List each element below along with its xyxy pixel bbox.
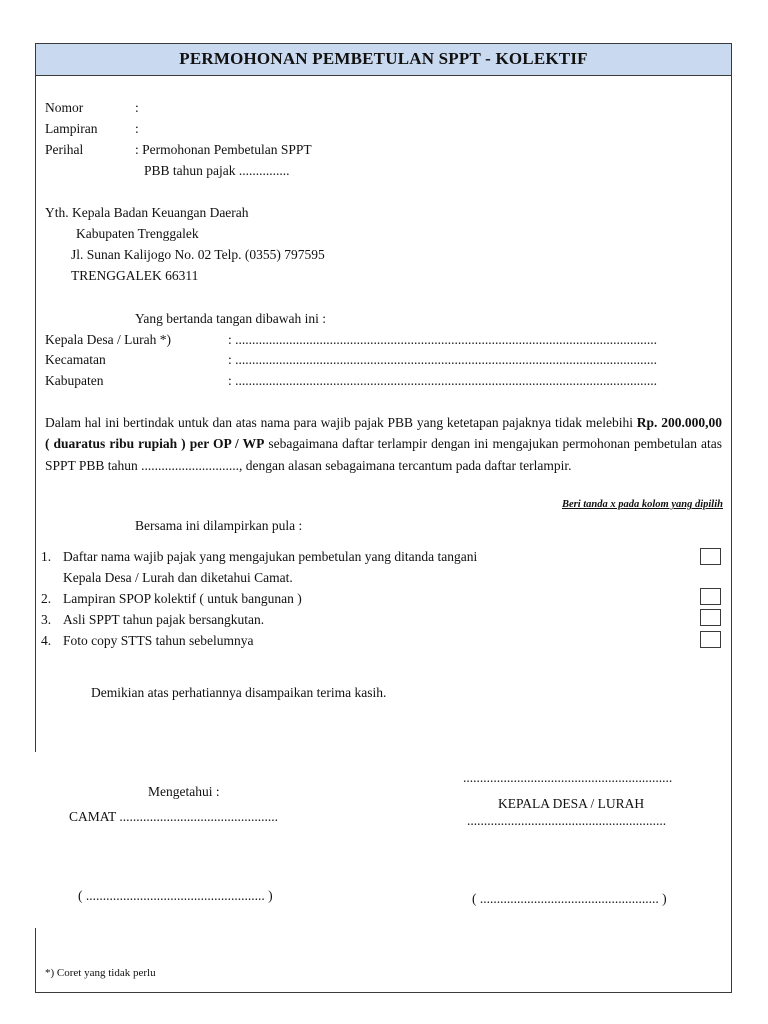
body-text-1: Dalam hal ini bertindak untuk dan atas nama para wajib pajak PBB yang ketetapan pajaknya tidak melebihi bbox=[45, 415, 637, 430]
lampiran-colon: : bbox=[135, 121, 139, 136]
bottom-border bbox=[35, 992, 732, 993]
field-value-kecamatan[interactable]: : ............................................................................................................................. bbox=[228, 352, 658, 367]
field-label-kecamatan: Kecamatan bbox=[45, 352, 106, 367]
item-2-text: Lampiran SPOP kolektif ( untuk bangunan ) bbox=[63, 591, 302, 606]
address-line-4: TRENGGALEK 66311 bbox=[71, 268, 199, 283]
body-text-2: sebagaimana daftar terlampir dengan ini mengajukan permohonan pembetulan atas SPPT PBB tahun ............................., dengan alasan sebagaimana tercantum pada daftar terlampir. bbox=[45, 436, 723, 473]
field-label-kabupaten: Kabupaten bbox=[45, 373, 104, 388]
perihal-value: : Permohonan Pembetulan SPPT bbox=[135, 142, 312, 157]
field-value-kepala-desa[interactable]: : ............................................................................................................................. bbox=[228, 332, 658, 347]
nomor-label: Nomor bbox=[45, 100, 84, 115]
address-line-2: Kabupaten Trenggalek bbox=[76, 226, 199, 241]
item-1-text: Daftar nama wajib pajak yang mengajukan pembetulan yang ditanda tangani bbox=[63, 549, 478, 564]
item-2-checkbox[interactable] bbox=[700, 588, 721, 605]
field-value-kabupaten[interactable]: : ............................................................................................................................. bbox=[228, 373, 658, 388]
signer-intro: Yang bertanda tangan dibawah ini : bbox=[135, 311, 326, 326]
right-village[interactable]: ........................................................... bbox=[467, 813, 667, 828]
item-4-text: Foto copy STTS tahun sebelumnya bbox=[63, 633, 254, 648]
item-3-number: 3. bbox=[41, 612, 52, 627]
address-line-1: Yth. Kepala Badan Keuangan Daerah bbox=[45, 205, 249, 220]
body-paragraph bbox=[45, 412, 722, 476]
title-bar bbox=[35, 43, 732, 76]
item-1-text-line2: Kepala Desa / Lurah dan diketahui Camat. bbox=[63, 570, 293, 585]
right-border bbox=[731, 76, 732, 993]
closing-text: Demikian atas perhatiannya disampaikan terima kasih. bbox=[91, 685, 387, 700]
perihal-value-line2: PBB tahun pajak ............... bbox=[144, 163, 290, 178]
item-3-text: Asli SPPT tahun pajak bersangkutan. bbox=[63, 612, 265, 627]
item-1-number: 1. bbox=[41, 549, 52, 564]
item-1-checkbox[interactable] bbox=[700, 548, 721, 565]
address-line-3: Jl. Sunan Kalijogo No. 02 Telp. (0355) 797595 bbox=[71, 247, 325, 262]
perihal-label: Perihal bbox=[45, 142, 84, 157]
left-border-upper bbox=[35, 76, 36, 752]
body-bold-amount: Rp. 200.000,00 ( duaratus ribu rupiah ) per OP / WP bbox=[45, 415, 722, 452]
footnote: *) Coret yang tidak perlu bbox=[45, 967, 156, 979]
item-4-checkbox[interactable] bbox=[700, 631, 721, 648]
nomor-colon: : bbox=[135, 100, 139, 115]
right-title: KEPALA DESA / LURAH bbox=[498, 796, 645, 811]
form-title: PERMOHONAN PEMBETULAN SPPT - KOLEKTIF bbox=[179, 49, 588, 68]
checkbox-instruction: Beri tanda x pada kolom yang dipilih bbox=[561, 499, 723, 510]
field-label-kepala-desa: Kepala Desa / Lurah *) bbox=[45, 332, 171, 347]
right-signature-name[interactable]: ( ..................................................... ) bbox=[472, 891, 667, 906]
left-title: CAMAT ............................................... bbox=[69, 809, 279, 824]
right-place-date[interactable]: .............................................................. bbox=[463, 770, 673, 785]
item-4-number: 4. bbox=[41, 633, 52, 648]
left-heading: Mengetahui : bbox=[148, 784, 220, 799]
item-3-checkbox[interactable] bbox=[700, 609, 721, 626]
left-border-lower bbox=[35, 928, 36, 993]
left-signature-name[interactable]: ( ..................................................... ) bbox=[78, 888, 273, 903]
lampiran-label: Lampiran bbox=[45, 121, 98, 136]
attachment-intro: Bersama ini dilampirkan pula : bbox=[135, 518, 303, 533]
item-2-number: 2. bbox=[41, 591, 52, 606]
